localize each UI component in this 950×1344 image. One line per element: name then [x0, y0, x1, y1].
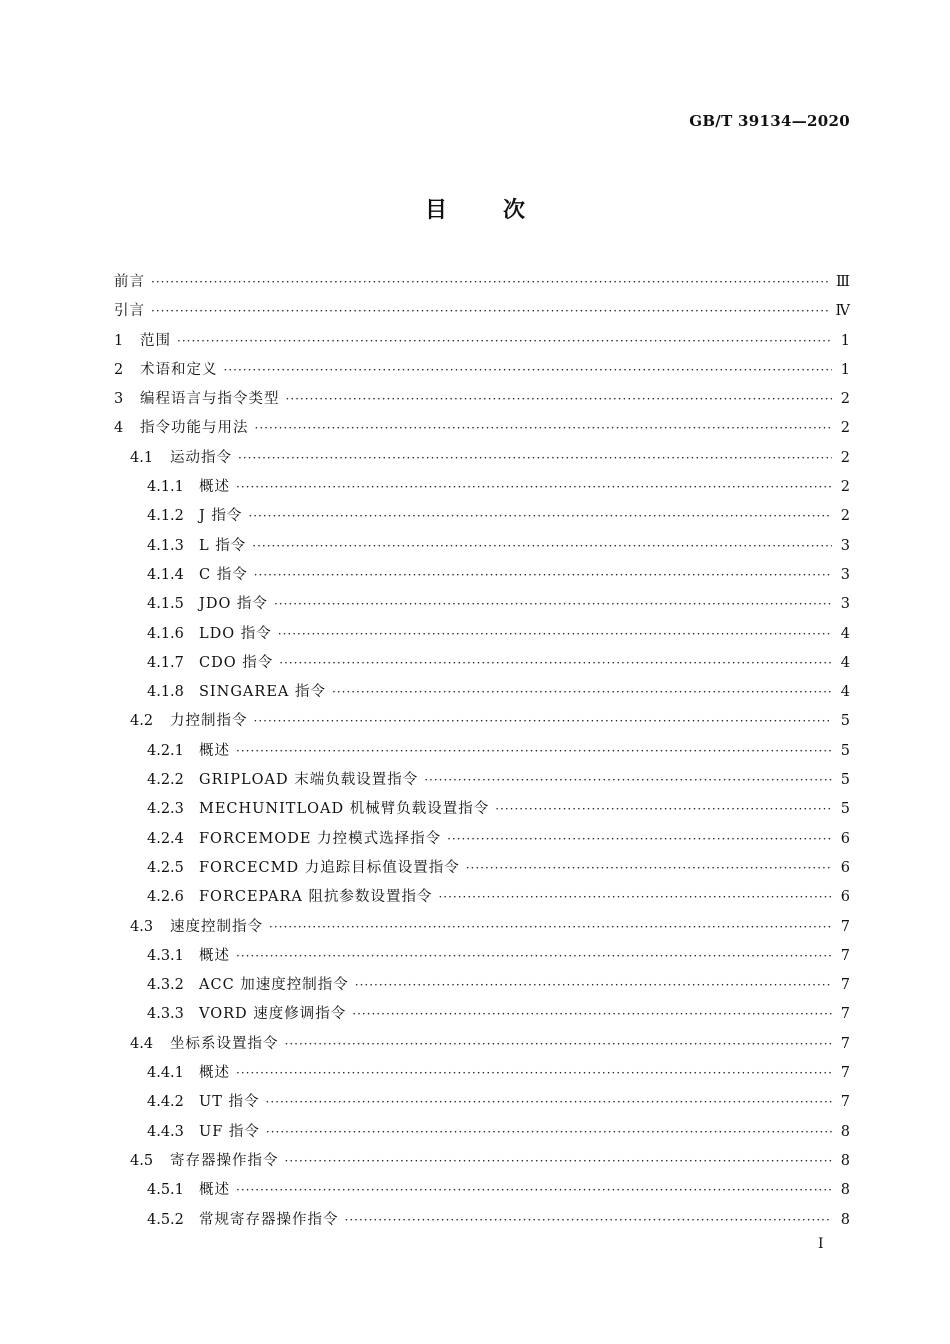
toc-dot-leader [266, 1095, 832, 1109]
toc-entry-page: 5 [840, 713, 850, 730]
toc-entry-page: 5 [840, 742, 850, 759]
toc-entry-number: 4.1.6 [147, 625, 184, 642]
toc-entry[interactable] [114, 885, 850, 914]
toc-entry-label: FORCEPARA 阻抗参数设置指令 [199, 889, 433, 906]
toc-entry-label: 坐标系设置指令 [170, 1035, 279, 1052]
toc-entry-number: 4.1.8 [147, 684, 184, 701]
toc-entry-number: 4.2.6 [147, 889, 184, 906]
toc-entry-number: 4.2 [130, 713, 154, 730]
toc-entry-page: 7 [840, 1035, 850, 1052]
toc-dot-leader [254, 714, 833, 728]
page-number: I [818, 1236, 824, 1252]
toc-entry-label: 力控制指令 [170, 713, 248, 730]
toc-entry-page: 2 [840, 508, 850, 525]
toc-dot-leader [269, 920, 832, 934]
toc-dot-leader [438, 890, 832, 904]
toc-entry[interactable] [114, 797, 850, 826]
toc-entry-label: 范围 [140, 332, 171, 349]
toc-entry[interactable] [114, 973, 850, 1002]
toc-entry-label: 运动指令 [170, 449, 232, 466]
toc-title-char-2: 次 [503, 198, 526, 223]
toc-entry-label: 编程语言与指令类型 [140, 391, 280, 408]
toc-entry-number: 4.2.1 [147, 742, 184, 759]
toc-entry-label: UF 指令 [199, 1123, 260, 1140]
toc-entry-page: 4 [840, 625, 850, 642]
toc-entry-label: 概述 [199, 479, 230, 496]
table-of-contents [114, 270, 850, 1237]
toc-entry[interactable] [114, 739, 850, 768]
toc-entry[interactable] [114, 1149, 850, 1178]
toc-entry-page: 7 [840, 947, 850, 964]
toc-entry-label: MECHUNITLOAD 机械臂负载设置指令 [199, 801, 490, 818]
toc-entry-page: 7 [840, 918, 850, 935]
toc-entry-label: 引言 [114, 303, 145, 320]
toc-entry-page: 6 [840, 830, 850, 847]
toc-entry-label: 指令功能与用法 [140, 420, 249, 437]
toc-dot-leader [266, 1125, 832, 1139]
toc-entry-page: 6 [840, 859, 850, 876]
toc-entry-label: 概述 [199, 1065, 230, 1082]
toc-entry[interactable] [114, 680, 850, 709]
toc-entry-label: VORD 速度修调指令 [199, 1006, 347, 1023]
toc-entry-page: 7 [840, 1006, 850, 1023]
toc-entry-number: 4.1.1 [147, 479, 184, 496]
toc-entry-number: 4.4.1 [147, 1065, 184, 1082]
toc-dot-leader [151, 275, 830, 289]
toc-entry-label: C 指令 [199, 566, 248, 583]
toc-entry-number: 4.5.2 [147, 1211, 184, 1228]
toc-entry[interactable] [114, 534, 850, 563]
toc-entry[interactable] [114, 563, 850, 592]
toc-entry[interactable] [114, 1002, 850, 1031]
document-code: GB/T 39134—2020 [689, 112, 850, 130]
toc-entry[interactable] [114, 622, 850, 651]
toc-entry-number: 4.2.5 [147, 859, 184, 876]
toc-entry-page: 6 [840, 889, 850, 906]
toc-entry-page: 3 [840, 537, 850, 554]
toc-entry-page: 5 [840, 772, 850, 789]
toc-entry-number: 4 [114, 420, 124, 437]
toc-dot-leader [236, 1183, 832, 1197]
toc-entry-number: 4.2.4 [147, 830, 184, 847]
toc-entry-number: 4.5.1 [147, 1182, 184, 1199]
toc-entry-page: 2 [840, 420, 850, 437]
toc-entry[interactable] [114, 329, 850, 358]
toc-entry-number: 4.1 [130, 449, 154, 466]
toc-entry-page: 7 [840, 1094, 850, 1111]
toc-dot-leader [495, 802, 832, 816]
toc-dot-leader [424, 773, 832, 787]
toc-dot-leader [447, 832, 832, 846]
toc-entry-page: 7 [840, 1065, 850, 1082]
toc-entry[interactable] [114, 651, 850, 680]
toc-entry-number: 4.3 [130, 918, 154, 935]
toc-entry[interactable] [114, 1208, 850, 1237]
toc-entry[interactable] [114, 475, 850, 504]
toc-entry-label: ACC 加速度控制指令 [199, 977, 349, 994]
toc-dot-leader [248, 509, 832, 523]
toc-entry-label: 寄存器操作指令 [170, 1152, 279, 1169]
toc-entry-number: 4.4.3 [147, 1123, 184, 1140]
toc-entry[interactable] [114, 768, 850, 797]
toc-dot-leader [255, 421, 833, 435]
toc-dot-leader [252, 539, 832, 553]
toc-entry-number: 4.1.4 [147, 566, 184, 583]
toc-entry[interactable] [114, 827, 850, 856]
toc-dot-leader [236, 1066, 832, 1080]
toc-dot-leader [466, 861, 832, 875]
toc-entry[interactable] [114, 270, 850, 299]
toc-entry-page: 4 [840, 654, 850, 671]
toc-dot-leader [285, 1037, 833, 1051]
toc-entry[interactable] [114, 416, 850, 445]
toc-entry-page: 1 [840, 361, 850, 378]
toc-entry-label: JDO 指令 [199, 596, 268, 613]
toc-entry-page: 2 [840, 479, 850, 496]
toc-entry-number: 3 [114, 391, 124, 408]
toc-entry[interactable] [114, 358, 850, 387]
toc-entry-page: 7 [840, 977, 850, 994]
toc-entry[interactable] [114, 1178, 850, 1207]
toc-dot-leader [352, 1007, 832, 1021]
toc-dot-leader [285, 1154, 833, 1168]
toc-entry-label: 前言 [114, 274, 145, 290]
toc-entry-label: UT 指令 [199, 1094, 260, 1111]
toc-entry[interactable] [114, 1032, 850, 1061]
toc-dot-leader [345, 1213, 833, 1227]
toc-entry-number: 4.5 [130, 1152, 154, 1169]
toc-entry-number: 4.3.1 [147, 947, 184, 964]
toc-dot-leader [236, 480, 832, 494]
toc-entry[interactable] [114, 709, 850, 738]
toc-entry-page: Ⅳ [835, 303, 850, 320]
toc-entry-label: FORCEMODE 力控模式选择指令 [199, 830, 442, 847]
toc-entry[interactable] [114, 1090, 850, 1119]
toc-dot-leader [254, 568, 832, 582]
toc-dot-leader [177, 334, 832, 348]
toc-dot-leader [236, 949, 832, 963]
toc-entry[interactable] [114, 387, 850, 416]
toc-entry-page: 8 [840, 1123, 850, 1140]
toc-entry-label: CDO 指令 [199, 654, 274, 671]
toc-entry-number: 4.3.2 [147, 977, 184, 994]
toc-entry-page: 1 [840, 332, 850, 349]
toc-dot-leader [236, 744, 832, 758]
toc-entry-number: 4.1.7 [147, 654, 184, 671]
toc-entry[interactable] [114, 299, 850, 328]
toc-entry-number: 4.3.3 [147, 1006, 184, 1023]
toc-entry-page: 3 [840, 566, 850, 583]
toc-title [0, 193, 950, 224]
toc-entry[interactable] [114, 915, 850, 944]
toc-entry-page: 2 [840, 449, 850, 466]
toc-entry-number: 2 [114, 361, 124, 378]
toc-entry-label: 常规寄存器操作指令 [199, 1211, 339, 1228]
toc-dot-leader [355, 978, 832, 992]
toc-entry-label: L 指令 [199, 537, 247, 554]
toc-entry[interactable] [114, 446, 850, 475]
toc-entry-label: 概述 [199, 1182, 230, 1199]
toc-entry-label: SINGAREA 指令 [199, 684, 326, 701]
toc-entry-label: 概述 [199, 742, 230, 759]
toc-entry[interactable] [114, 856, 850, 885]
toc-entry-label: LDO 指令 [199, 625, 272, 642]
toc-entry-page: 4 [840, 684, 850, 701]
toc-dot-leader [279, 656, 832, 670]
toc-entry-number: 4.4.2 [147, 1094, 184, 1111]
toc-entry-number: 4.1.2 [147, 508, 184, 525]
toc-entry-page: 2 [840, 391, 850, 408]
toc-entry-number: 4.1.5 [147, 596, 184, 613]
toc-entry-label: 概述 [199, 947, 230, 964]
toc-entry-page: 8 [840, 1211, 850, 1228]
toc-entry-number: 4.2.3 [147, 801, 184, 818]
toc-entry-number: 4.2.2 [147, 772, 184, 789]
toc-dot-leader [332, 685, 832, 699]
toc-dot-leader [274, 597, 832, 611]
toc-dot-leader [224, 363, 833, 377]
toc-entry[interactable] [114, 1120, 850, 1149]
toc-entry[interactable] [114, 504, 850, 533]
toc-dot-leader [238, 451, 832, 465]
toc-entry-page: 8 [840, 1182, 850, 1199]
toc-entry-label: J 指令 [199, 508, 243, 525]
toc-entry-page: 8 [840, 1152, 850, 1169]
toc-entry[interactable] [114, 944, 850, 973]
toc-entry-page: 5 [840, 801, 850, 818]
toc-entry-label: GRIPLOAD 末端负载设置指令 [199, 772, 419, 789]
toc-entry[interactable] [114, 592, 850, 621]
toc-dot-leader [278, 627, 832, 641]
toc-dot-leader [286, 392, 833, 406]
toc-entry-page: Ⅲ [836, 274, 850, 290]
toc-entry-number: 4.4 [130, 1035, 154, 1052]
toc-entry-label: 术语和定义 [140, 361, 218, 378]
toc-entry[interactable] [114, 1061, 850, 1090]
toc-title-char-1: 目 [424, 198, 447, 223]
toc-entry-number: 1 [114, 332, 124, 349]
toc-entry-label: FORCECMD 力追踪目标值设置指令 [199, 859, 460, 876]
toc-entry-number: 4.1.3 [147, 537, 184, 554]
toc-entry-page: 3 [840, 596, 850, 613]
toc-dot-leader [151, 304, 830, 318]
toc-entry-label: 速度控制指令 [170, 918, 263, 935]
